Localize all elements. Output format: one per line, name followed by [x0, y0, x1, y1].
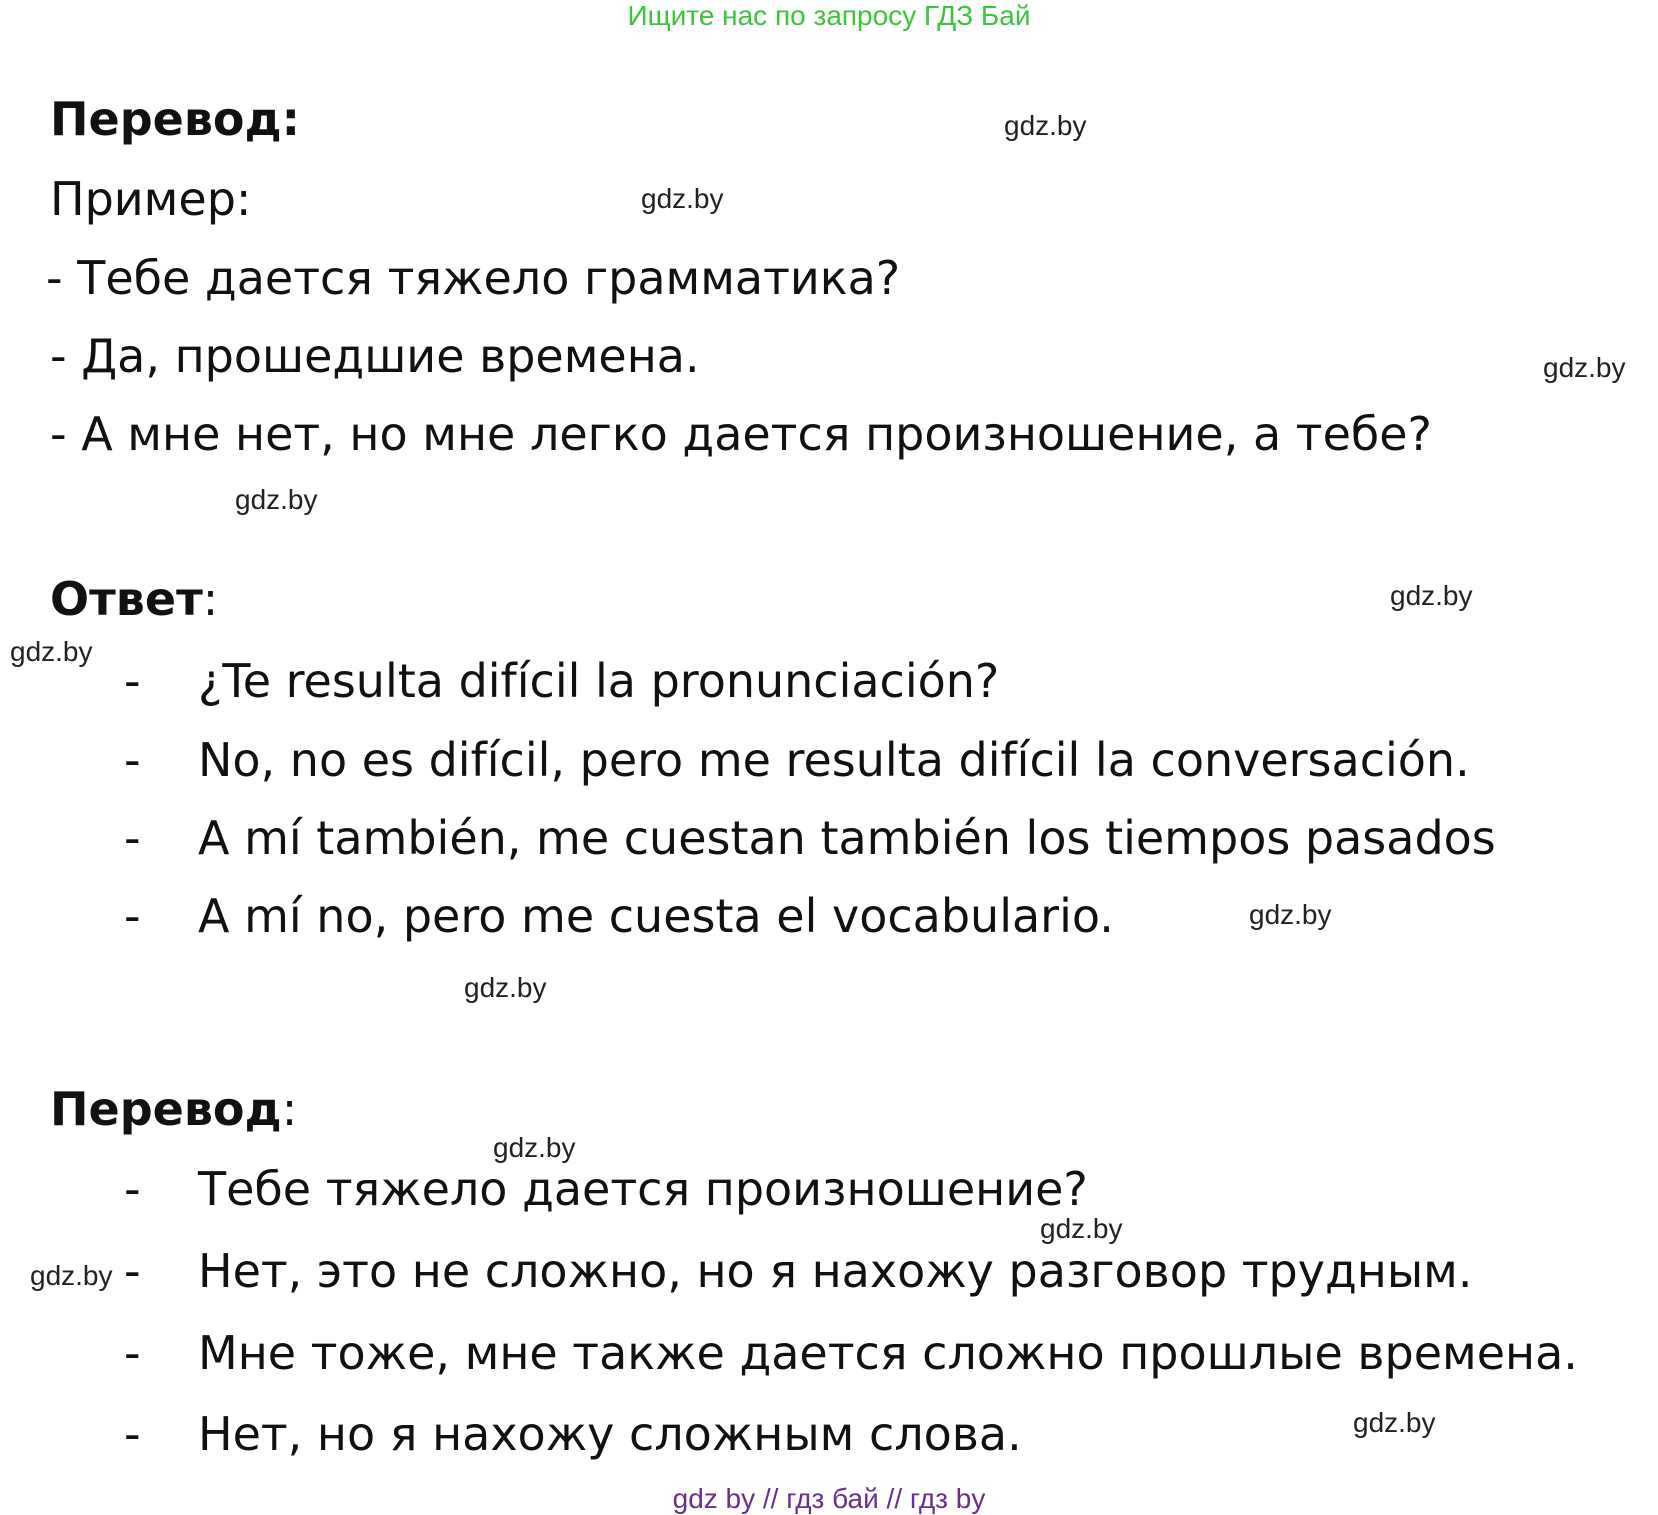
watermark: gdz.by	[30, 1260, 113, 1291]
answer-heading-text: Ответ	[50, 572, 203, 626]
translation-item-text: Тебе тяжело дается произношение?	[198, 1162, 1088, 1216]
list-dash: -	[124, 1162, 141, 1216]
watermark: gdz.by	[1353, 1407, 1436, 1438]
example-label: Пример:	[50, 172, 252, 226]
watermark: gdz.by	[641, 183, 724, 214]
list-dash: -	[124, 1244, 141, 1298]
list-dash: -	[124, 1326, 141, 1380]
list-dash: -	[124, 1407, 141, 1461]
translation-heading-2-colon: :	[281, 1082, 298, 1136]
answer-item-text: No, no es difícil, pero me resulta difícil la conversación.	[198, 733, 1470, 787]
example-line-1: - Тебе дается тяжело грамматика?	[46, 251, 901, 305]
answer-item-text: A mí no, pero me cuesta el vocabulario.	[198, 889, 1114, 943]
answer-heading-colon: :	[202, 572, 219, 626]
answer-item-text: ¿Te resulta difícil la pronunciación?	[198, 654, 1000, 708]
translation-item-text: Мне тоже, мне также дается сложно прошлые времена.	[198, 1326, 1578, 1380]
translation-item-text: Нет, это не сложно, но я нахожу разговор трудным.	[198, 1244, 1473, 1298]
watermark: gdz.by	[1390, 580, 1473, 611]
list-dash: -	[124, 654, 141, 708]
example-line-2: - Да, прошедшие времена.	[50, 329, 700, 383]
watermark: gdz.by	[10, 636, 93, 667]
translation-heading-1: Перевод:	[50, 92, 301, 146]
example-line-3: - А мне нет, но мне легко дается произношение, а тебе?	[50, 407, 1432, 461]
watermark: gdz.by	[1543, 352, 1626, 383]
list-dash: -	[124, 733, 141, 787]
answer-heading	[50, 572, 219, 626]
top-banner: Ищите нас по запросу ГДЗ Бай	[627, 0, 1031, 31]
translation-heading-2	[50, 1082, 298, 1136]
watermark: gdz.by	[464, 972, 547, 1003]
translation-heading-2-text: Перевод	[50, 1082, 282, 1136]
watermark: gdz.by	[1040, 1213, 1123, 1244]
answer-item-text: A mí también, me cuestan también los tiempos pasados	[198, 811, 1496, 865]
watermark: gdz.by	[1004, 110, 1087, 141]
watermark: gdz.by	[235, 484, 318, 515]
watermark: gdz.by	[1249, 899, 1332, 930]
watermark: gdz.by	[493, 1132, 576, 1163]
translation-item-text: Нет, но я нахожу сложным слова.	[198, 1407, 1022, 1461]
list-dash: -	[124, 811, 141, 865]
footer-links: gdz by // гдз бай // гдз by	[672, 1483, 986, 1514]
list-dash: -	[124, 889, 141, 943]
